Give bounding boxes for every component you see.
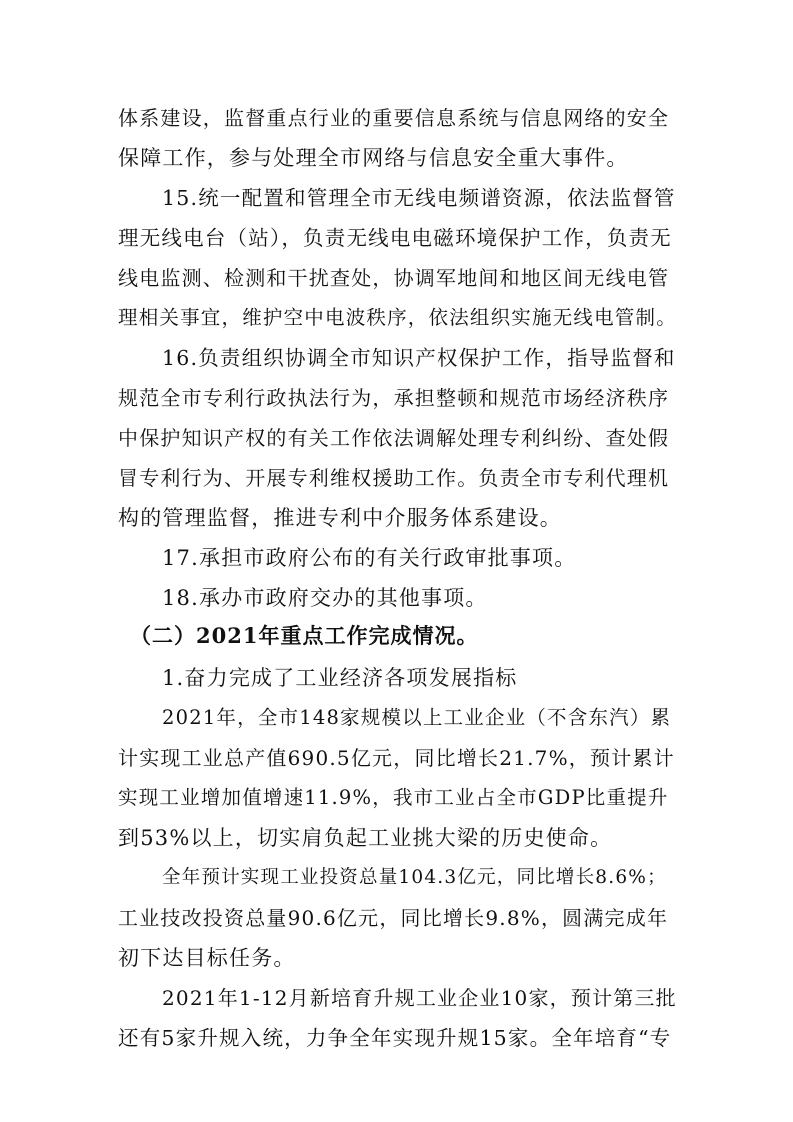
paragraph-line: 工业技改投资总量90.6亿元，同比增长9.8%，圆满完成年 [118,906,669,930]
paragraph-line: 计实现工业总产值690.5亿元，同比增长21.7%，预计累计 [118,746,675,770]
paragraph-line: 还有5家升规入统，力争全年实现升规15家。全年培育“专 [118,1026,672,1050]
paragraph-line: 18.承办市政府交办的其他事项。 [162,586,488,610]
paragraph-line: 构的管理监督，推进专利中介服务体系建设。 [118,506,562,530]
paragraph-line: 理相关事宜，维护空中电波秩序，依法组织实施无线电管制。 [118,306,677,329]
section-heading: （二）2021年重点工作完成情况。 [130,623,479,648]
paragraph-line: 保障工作，参与处理全市网络与信息安全重大事件。 [118,146,629,170]
paragraph-line: 到53%以上，切实肩负起工业挑大梁的历史使命。 [118,826,613,850]
paragraph-line: 初下达目标任务。 [118,946,296,970]
paragraph-line: 全年预计实现工业投资总量104.3亿元，同比增长8.6%； [162,867,667,888]
subsection-heading: 1.奋力完成了工业经济各项发展指标 [162,666,518,690]
paragraph-line: 理无线电台（站），负责无线电电磁环境保护工作，负责无 [118,226,672,250]
paragraph-line: 中保护知识产权的有关工作依法调解处理专利纠纷、查处假 [118,426,670,450]
paragraph-line: 17.承担市政府公布的有关行政审批事项。 [162,546,577,570]
paragraph-line: 实现工业增加值增速11.9%，我市工业占全市GDP比重提升 [118,786,669,809]
paragraph-line: 2021年，全市148家规模以上工业企业（不含东汽）累 [162,706,672,729]
paragraph-line: 冒专利行为、开展专利维权援助工作。负责全市专利代理机 [118,466,670,490]
paragraph-line: 线电监测、检测和干扰查处，协调军地间和地区间无线电管 [118,266,670,290]
paragraph-line: 15.统一配置和管理全市无线电频谱资源，依法监督管 [162,186,676,210]
paragraph-line: 体系建设，监督重点行业的重要信息系统与信息网络的安全 [118,106,670,130]
paragraph-line: 2021年1-12月新培育升规工业企业10家，预计第三批 [162,986,677,1010]
paragraph-line: 规范全市专利行政执法行为，承担整顿和规范市场经济秩序 [118,386,670,410]
paragraph-line: 16.负责组织协调全市知识产权保护工作，指导监督和 [162,346,676,370]
